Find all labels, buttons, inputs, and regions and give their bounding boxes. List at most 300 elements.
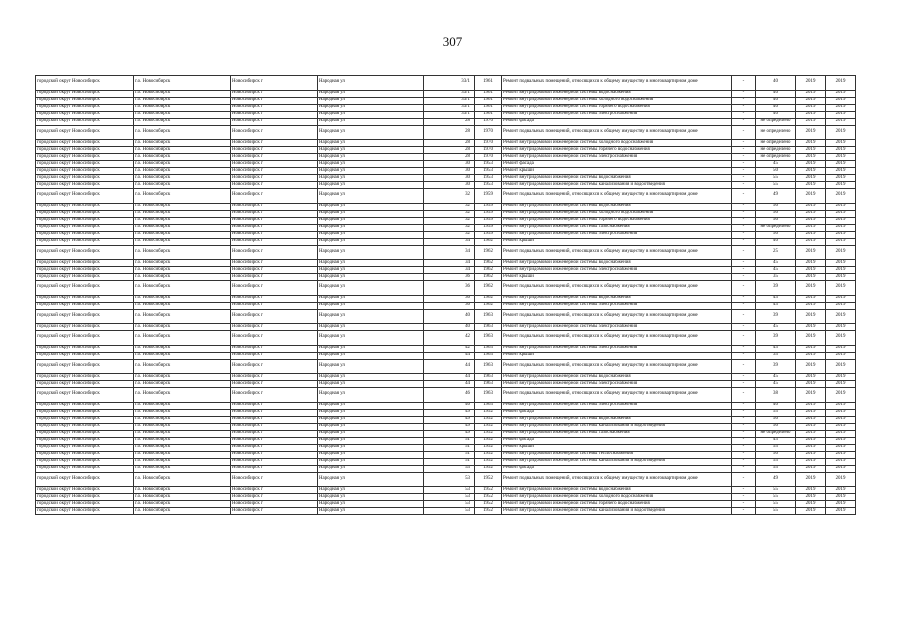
dash-cell: -	[732, 274, 756, 281]
house-number-cell: 36	[424, 274, 475, 281]
build-year-cell: 1963	[475, 331, 502, 346]
table-body	[36, 76, 856, 515]
city-cell: Новосибирск г	[231, 203, 318, 210]
okrug-cell: городской округ Новосибирск	[36, 76, 134, 91]
city-cell: Новосибирск г	[231, 161, 318, 168]
okrug-cell: городской округ Новосибирск	[36, 465, 134, 472]
city-cell: Новосибирск г	[231, 217, 318, 224]
house-number-cell: 49	[424, 416, 475, 423]
street-cell: Народная ул	[318, 231, 424, 238]
house-number-cell: 49	[424, 430, 475, 437]
street-cell: Народная ул	[318, 118, 424, 125]
municipality-cell: г.о. Новосибирск	[134, 302, 231, 309]
year-end-cell: 2019	[826, 238, 856, 245]
house-number-cell: 30	[424, 175, 475, 182]
table-row	[36, 111, 856, 118]
table-row	[36, 508, 856, 515]
table-row	[36, 416, 856, 423]
house-number-cell: 32	[424, 217, 475, 224]
house-number-cell: 34	[424, 260, 475, 267]
okrug-cell: городской округ Новосибирск	[36, 494, 134, 501]
build-year-cell: 1962	[475, 295, 502, 302]
municipality-cell: г.о. Новосибирск	[134, 125, 231, 140]
year-end-cell: 2019	[826, 331, 856, 346]
build-year-cell: 1959	[475, 210, 502, 217]
build-year-cell: 1959	[475, 231, 502, 238]
value-cell: не определено	[756, 430, 796, 437]
work-type-cell: Ремонт подвальных помещений, относящихся к общему имуществу в многоквартирном доме	[502, 189, 732, 204]
work-type-cell: Ремонт подвальных помещений, относящихся к общему имуществу в многоквартирном доме	[502, 388, 732, 403]
year-end-cell: 2019	[826, 140, 856, 147]
house-number-cell: 33/1	[424, 90, 475, 97]
year-start-cell: 2019	[796, 125, 826, 140]
dash-cell: -	[732, 458, 756, 465]
build-year-cell: 1952	[475, 437, 502, 444]
city-cell: Новосибирск г	[231, 125, 318, 140]
dash-cell: -	[732, 374, 756, 381]
build-year-cell: 1970	[475, 140, 502, 147]
value-cell: 40	[756, 111, 796, 118]
city-cell: Новосибирск г	[231, 381, 318, 388]
house-number-cell: 33/1	[424, 111, 475, 118]
year-start-cell: 2019	[796, 175, 826, 182]
municipality-cell: г.о. Новосибирск	[134, 465, 231, 472]
table-row	[36, 161, 856, 168]
year-start-cell: 2019	[796, 203, 826, 210]
okrug-cell: городской округ Новосибирск	[36, 189, 134, 204]
year-end-cell: 2019	[826, 76, 856, 91]
city-cell: Новосибирск г	[231, 168, 318, 175]
year-start-cell: 2019	[796, 104, 826, 111]
year-start-cell: 2019	[796, 210, 826, 217]
value-cell: 35	[756, 274, 796, 281]
table-row	[36, 381, 856, 388]
dash-cell: -	[732, 111, 756, 118]
city-cell: Новосибирск г	[231, 97, 318, 104]
work-type-cell: Ремонт внутридомовой инженерной системы электроснабжения	[502, 324, 732, 331]
year-start-cell: 2019	[796, 295, 826, 302]
year-start-cell: 2019	[796, 168, 826, 175]
street-cell: Народная ул	[318, 501, 424, 508]
okrug-cell: городской округ Новосибирск	[36, 444, 134, 451]
dash-cell: -	[732, 302, 756, 309]
work-type-cell: Ремонт внутридомовой инженерной системы канализования и водоотведения	[502, 423, 732, 430]
house-number-cell: 53	[424, 465, 475, 472]
year-end-cell: 2019	[826, 104, 856, 111]
okrug-cell: городской округ Новосибирск	[36, 274, 134, 281]
okrug-cell: городской округ Новосибирск	[36, 352, 134, 359]
house-number-cell: 33/1	[424, 104, 475, 111]
build-year-cell: 1963	[475, 324, 502, 331]
value-cell: 35	[756, 352, 796, 359]
street-cell: Народная ул	[318, 295, 424, 302]
work-type-cell: Ремонт подвальных помещений, относящихся к общему имуществу в многоквартирном доме	[502, 359, 732, 374]
house-number-cell: 44	[424, 359, 475, 374]
municipality-cell: г.о. Новосибирск	[134, 458, 231, 465]
okrug-cell: городской округ Новосибирск	[36, 472, 134, 487]
table-row	[36, 76, 856, 91]
okrug-cell: городской округ Новосибирск	[36, 508, 134, 515]
dash-cell: -	[732, 359, 756, 374]
work-type-cell: Ремонт внутридомовой инженерной системы электроснабжения	[502, 402, 732, 409]
dash-cell: -	[732, 260, 756, 267]
table-row	[36, 224, 856, 231]
year-start-cell: 2019	[796, 501, 826, 508]
year-end-cell: 2019	[826, 465, 856, 472]
city-cell: Новосибирск г	[231, 472, 318, 487]
year-end-cell: 2019	[826, 182, 856, 189]
dash-cell: -	[732, 189, 756, 204]
house-number-cell: 40	[424, 324, 475, 331]
dash-cell: -	[732, 309, 756, 324]
value-cell: 55	[756, 409, 796, 416]
year-start-cell: 2019	[796, 430, 826, 437]
house-number-cell: 28	[424, 147, 475, 154]
dash-cell: -	[732, 140, 756, 147]
house-number-cell: 28	[424, 125, 475, 140]
value-cell: 50	[756, 217, 796, 224]
table-row	[36, 409, 856, 416]
table-row	[36, 345, 856, 352]
year-start-cell: 2019	[796, 458, 826, 465]
build-year-cell: 1952	[475, 458, 502, 465]
build-year-cell: 1952	[475, 409, 502, 416]
work-type-cell: Ремонт внутридомовой инженерной системы водоснабжения	[502, 175, 732, 182]
work-type-cell: Ремонт внутридомовой инженерной системы водоснабжения	[502, 487, 732, 494]
municipality-cell: г.о. Новосибирск	[134, 281, 231, 296]
city-cell: Новосибирск г	[231, 416, 318, 423]
table-row	[36, 267, 856, 274]
year-end-cell: 2019	[826, 97, 856, 104]
table-row	[36, 97, 856, 104]
municipality-cell: г.о. Новосибирск	[134, 423, 231, 430]
municipality-cell: г.о. Новосибирск	[134, 224, 231, 231]
dash-cell: -	[732, 238, 756, 245]
house-number-cell: 32	[424, 231, 475, 238]
city-cell: Новосибирск г	[231, 437, 318, 444]
build-year-cell: 1959	[475, 217, 502, 224]
house-number-cell: 28	[424, 118, 475, 125]
value-cell: 55	[756, 444, 796, 451]
okrug-cell: городской округ Новосибирск	[36, 458, 134, 465]
work-type-cell: Ремонт фасада	[502, 409, 732, 416]
house-number-cell: 40	[424, 309, 475, 324]
build-year-cell: 1963	[475, 309, 502, 324]
municipality-cell: г.о. Новосибирск	[134, 182, 231, 189]
city-cell: Новосибирск г	[231, 118, 318, 125]
dash-cell: -	[732, 352, 756, 359]
year-start-cell: 2019	[796, 359, 826, 374]
work-type-cell: Ремонт внутридомовой инженерной системы холодного водоснабжения	[502, 210, 732, 217]
build-year-cell: 1962	[475, 274, 502, 281]
city-cell: Новосибирск г	[231, 224, 318, 231]
street-cell: Народная ул	[318, 125, 424, 140]
table-row	[36, 217, 856, 224]
municipality-cell: г.о. Новосибирск	[134, 76, 231, 91]
table-row	[36, 104, 856, 111]
year-start-cell: 2019	[796, 423, 826, 430]
dash-cell: -	[732, 451, 756, 458]
municipality-cell: г.о. Новосибирск	[134, 189, 231, 204]
work-type-cell: Ремонт внутридомовой инженерной системы водоснабжения	[502, 416, 732, 423]
street-cell: Народная ул	[318, 302, 424, 309]
value-cell: не определено	[756, 224, 796, 231]
build-year-cell: 1952	[475, 465, 502, 472]
street-cell: Народная ул	[318, 104, 424, 111]
year-end-cell: 2019	[826, 508, 856, 515]
okrug-cell: городской округ Новосибирск	[36, 309, 134, 324]
city-cell: Новосибирск г	[231, 140, 318, 147]
city-cell: Новосибирск г	[231, 494, 318, 501]
dash-cell: -	[732, 409, 756, 416]
table-row	[36, 175, 856, 182]
municipality-cell: г.о. Новосибирск	[134, 402, 231, 409]
house-number-cell: 44	[424, 381, 475, 388]
year-end-cell: 2019	[826, 90, 856, 97]
municipality-cell: г.о. Новосибирск	[134, 324, 231, 331]
year-end-cell: 2019	[826, 175, 856, 182]
build-year-cell: 1970	[475, 125, 502, 140]
municipality-cell: г.о. Новосибирск	[134, 374, 231, 381]
year-end-cell: 2019	[826, 302, 856, 309]
build-year-cell: 1963	[475, 352, 502, 359]
table-row	[36, 90, 856, 97]
year-start-cell: 2019	[796, 274, 826, 281]
city-cell: Новосибирск г	[231, 189, 318, 204]
value-cell: 55	[756, 465, 796, 472]
year-end-cell: 2019	[826, 309, 856, 324]
municipality-cell: г.о. Новосибирск	[134, 260, 231, 267]
municipality-cell: г.о. Новосибирск	[134, 345, 231, 352]
dash-cell: -	[732, 161, 756, 168]
year-start-cell: 2019	[796, 111, 826, 118]
year-end-cell: 2019	[826, 345, 856, 352]
work-type-cell: Ремонт внутридомовой инженерной системы водоснабжения	[502, 203, 732, 210]
street-cell: Народная ул	[318, 175, 424, 182]
value-cell: 50	[756, 423, 796, 430]
table-row	[36, 189, 856, 204]
municipality-cell: г.о. Новосибирск	[134, 309, 231, 324]
year-start-cell: 2019	[796, 217, 826, 224]
year-end-cell: 2019	[826, 274, 856, 281]
okrug-cell: городской округ Новосибирск	[36, 238, 134, 245]
year-end-cell: 2019	[826, 381, 856, 388]
work-type-cell: Ремонт внутридомовой инженерной системы холодного водоснабжения	[502, 494, 732, 501]
municipality-cell: г.о. Новосибирск	[134, 111, 231, 118]
street-cell: Народная ул	[318, 451, 424, 458]
year-start-cell: 2019	[796, 281, 826, 296]
street-cell: Народная ул	[318, 274, 424, 281]
table-row	[36, 274, 856, 281]
municipality-cell: г.о. Новосибирск	[134, 508, 231, 515]
table-row	[36, 388, 856, 403]
year-start-cell: 2019	[796, 472, 826, 487]
year-start-cell: 2019	[796, 76, 826, 91]
dash-cell: -	[732, 402, 756, 409]
street-cell: Народная ул	[318, 430, 424, 437]
table-row	[36, 444, 856, 451]
municipality-cell: г.о. Новосибирск	[134, 331, 231, 346]
year-start-cell: 2019	[796, 444, 826, 451]
street-cell: Народная ул	[318, 494, 424, 501]
year-start-cell: 2019	[796, 154, 826, 161]
year-start-cell: 2019	[796, 189, 826, 204]
street-cell: Народная ул	[318, 437, 424, 444]
municipality-cell: г.о. Новосибирск	[134, 487, 231, 494]
city-cell: Новосибирск г	[231, 451, 318, 458]
city-cell: Новосибирск г	[231, 359, 318, 374]
value-cell: 50	[756, 168, 796, 175]
table-row	[36, 118, 856, 125]
year-start-cell: 2019	[796, 161, 826, 168]
house-number-cell: 42	[424, 331, 475, 346]
year-end-cell: 2019	[826, 147, 856, 154]
year-end-cell: 2019	[826, 472, 856, 487]
value-cell: не определено	[756, 125, 796, 140]
value-cell: 45	[756, 381, 796, 388]
municipality-cell: г.о. Новосибирск	[134, 430, 231, 437]
street-cell: Народная ул	[318, 217, 424, 224]
municipality-cell: г.о. Новосибирск	[134, 90, 231, 97]
table-row	[36, 501, 856, 508]
build-year-cell: 1961	[475, 97, 502, 104]
build-year-cell: 1962	[475, 267, 502, 274]
year-end-cell: 2019	[826, 416, 856, 423]
okrug-cell: городской округ Новосибирск	[36, 224, 134, 231]
year-end-cell: 2019	[826, 125, 856, 140]
okrug-cell: городской округ Новосибирск	[36, 388, 134, 403]
table-row	[36, 154, 856, 161]
okrug-cell: городской округ Новосибирск	[36, 267, 134, 274]
house-number-cell: 46	[424, 388, 475, 403]
house-number-cell: 32	[424, 224, 475, 231]
city-cell: Новосибирск г	[231, 274, 318, 281]
year-start-cell: 2019	[796, 140, 826, 147]
house-number-cell: 36	[424, 295, 475, 302]
street-cell: Народная ул	[318, 423, 424, 430]
okrug-cell: городской округ Новосибирск	[36, 374, 134, 381]
dash-cell: -	[732, 430, 756, 437]
street-cell: Народная ул	[318, 189, 424, 204]
work-type-cell: Ремонт внутридомовой инженерной системы канализования и водоотведения	[502, 182, 732, 189]
okrug-cell: городской округ Новосибирск	[36, 381, 134, 388]
table-row	[36, 295, 856, 302]
city-cell: Новосибирск г	[231, 331, 318, 346]
work-type-cell: Ремонт внутридомовой инженерной системы холодного водоснабжения	[502, 140, 732, 147]
street-cell: Народная ул	[318, 245, 424, 260]
okrug-cell: городской округ Новосибирск	[36, 501, 134, 508]
dash-cell: -	[732, 508, 756, 515]
year-start-cell: 2019	[796, 494, 826, 501]
city-cell: Новосибирск г	[231, 267, 318, 274]
house-number-cell: 46	[424, 402, 475, 409]
year-end-cell: 2019	[826, 458, 856, 465]
house-number-cell: 32	[424, 189, 475, 204]
okrug-cell: городской округ Новосибирск	[36, 168, 134, 175]
city-cell: Новосибирск г	[231, 444, 318, 451]
build-year-cell: 1970	[475, 118, 502, 125]
street-cell: Народная ул	[318, 345, 424, 352]
build-year-cell: 1963	[475, 402, 502, 409]
house-number-cell: 53	[424, 494, 475, 501]
table-row	[36, 210, 856, 217]
city-cell: Новосибирск г	[231, 295, 318, 302]
work-type-cell: Ремонт фасада	[502, 118, 732, 125]
year-start-cell: 2019	[796, 487, 826, 494]
okrug-cell: городской округ Новосибирск	[36, 111, 134, 118]
municipality-cell: г.о. Новосибирск	[134, 494, 231, 501]
house-number-cell: 42	[424, 345, 475, 352]
house-number-cell: 53	[424, 487, 475, 494]
build-year-cell: 1961	[475, 90, 502, 97]
value-cell: 38	[756, 388, 796, 403]
year-end-cell: 2019	[826, 161, 856, 168]
build-year-cell: 1963	[475, 345, 502, 352]
value-cell: 40	[756, 97, 796, 104]
city-cell: Новосибирск г	[231, 402, 318, 409]
work-type-cell: Ремонт внутридомовой инженерной системы газоснабжения	[502, 430, 732, 437]
work-type-cell: Ремонт крыши	[502, 352, 732, 359]
value-cell: не определено	[756, 140, 796, 147]
okrug-cell: городской округ Новосибирск	[36, 140, 134, 147]
table-row	[36, 245, 856, 260]
street-cell: Народная ул	[318, 161, 424, 168]
build-year-cell: 1970	[475, 154, 502, 161]
year-end-cell: 2019	[826, 423, 856, 430]
house-number-cell: 30	[424, 168, 475, 175]
build-year-cell: 1953	[475, 175, 502, 182]
year-start-cell: 2019	[796, 182, 826, 189]
city-cell: Новосибирск г	[231, 147, 318, 154]
build-year-cell: 1953	[475, 182, 502, 189]
repair-program-table	[35, 75, 856, 515]
city-cell: Новосибирск г	[231, 104, 318, 111]
build-year-cell: 1962	[475, 260, 502, 267]
street-cell: Народная ул	[318, 97, 424, 104]
work-type-cell: Ремонт внутридомовой инженерной системы водоснабжения	[502, 295, 732, 302]
okrug-cell: городской округ Новосибирск	[36, 324, 134, 331]
dash-cell: -	[732, 154, 756, 161]
street-cell: Народная ул	[318, 267, 424, 274]
year-end-cell: 2019	[826, 409, 856, 416]
work-type-cell: Ремонт подвальных помещений, относящихся к общему имуществу в многоквартирном доме	[502, 125, 732, 140]
street-cell: Народная ул	[318, 465, 424, 472]
table-row	[36, 168, 856, 175]
city-cell: Новосибирск г	[231, 345, 318, 352]
year-start-cell: 2019	[796, 352, 826, 359]
okrug-cell: городской округ Новосибирск	[36, 182, 134, 189]
value-cell: не определено	[756, 154, 796, 161]
year-start-cell: 2019	[796, 118, 826, 125]
year-end-cell: 2019	[826, 437, 856, 444]
value-cell: 45	[756, 345, 796, 352]
year-end-cell: 2019	[826, 189, 856, 204]
street-cell: Народная ул	[318, 238, 424, 245]
house-number-cell: 36	[424, 281, 475, 296]
dash-cell: -	[732, 381, 756, 388]
build-year-cell: 1952	[475, 444, 502, 451]
table-row	[36, 402, 856, 409]
dash-cell: -	[732, 281, 756, 296]
city-cell: Новосибирск г	[231, 260, 318, 267]
year-end-cell: 2019	[826, 281, 856, 296]
dash-cell: -	[732, 147, 756, 154]
house-number-cell: 51	[424, 451, 475, 458]
work-type-cell: Ремонт внутридомовой инженерной системы газоснабжения	[502, 224, 732, 231]
value-cell: 39	[756, 331, 796, 346]
house-number-cell: 44	[424, 374, 475, 381]
year-start-cell: 2019	[796, 147, 826, 154]
